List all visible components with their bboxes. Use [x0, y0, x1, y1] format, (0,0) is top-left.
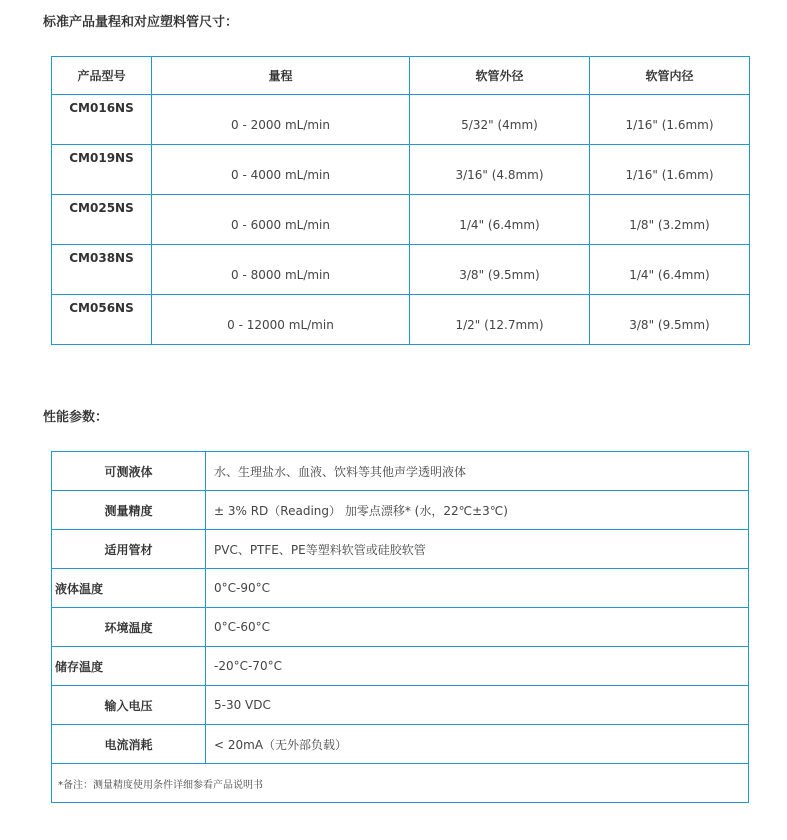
spec-value: 0°C-60°C: [206, 608, 749, 647]
spec-value: 5-30 VDC: [206, 686, 749, 725]
cell-range: 0 - 4000 mL/min: [152, 145, 410, 195]
spec-value: 水、生理盐水、血液、饮料等其他声学透明液体: [206, 452, 749, 491]
spec-label: 可测液体: [52, 452, 206, 491]
spec-row: [52, 686, 749, 725]
cell-outer-diameter: 3/8" (9.5mm): [410, 245, 590, 295]
cell-inner-diameter: 1/16" (1.6mm): [590, 95, 750, 145]
spec-label: 液体温度: [52, 569, 206, 608]
cell-inner-diameter: 1/16" (1.6mm): [590, 145, 750, 195]
spec-value: ± 3% RD（Reading） 加零点漂移* (水，22℃±3℃): [206, 491, 749, 530]
header-model: 产品型号: [52, 57, 152, 95]
performance-spec-table: [51, 451, 749, 803]
spec-label: 输入电压: [52, 686, 206, 725]
section-title-performance: 性能参数：: [43, 410, 109, 425]
cell-range: 0 - 12000 mL/min: [152, 295, 410, 345]
cell-outer-diameter: 3/16" (4.8mm): [410, 145, 590, 195]
table-row: [52, 195, 750, 245]
table-header-row: [52, 57, 750, 95]
cell-model: CM025NS: [52, 195, 152, 245]
spec-label: 储存温度: [52, 647, 206, 686]
cell-model: CM019NS: [52, 145, 152, 195]
note-row: [52, 764, 749, 803]
cell-range: 0 - 8000 mL/min: [152, 245, 410, 295]
cell-outer-diameter: 1/4" (6.4mm): [410, 195, 590, 245]
spec-value: 0°C-90°C: [206, 569, 749, 608]
cell-inner-diameter: 1/8" (3.2mm): [590, 195, 750, 245]
cell-range: 0 - 2000 mL/min: [152, 95, 410, 145]
spec-value: < 20mA（无外部负载）: [206, 725, 749, 764]
header-outer-diameter: 软管外径: [410, 57, 590, 95]
spec-row: [52, 530, 749, 569]
spec-row: [52, 491, 749, 530]
header-inner-diameter: 软管内径: [590, 57, 750, 95]
cell-model: CM056NS: [52, 295, 152, 345]
cell-model: CM016NS: [52, 95, 152, 145]
table-row: [52, 245, 750, 295]
cell-model: CM038NS: [52, 245, 152, 295]
spec-row: [52, 569, 749, 608]
section-title-product-sizes: 标准产品量程和对应塑料管尺寸：: [43, 15, 239, 30]
spec-row: [52, 452, 749, 491]
spec-row: [52, 608, 749, 647]
product-size-table: [51, 56, 750, 345]
spec-label: 电流消耗: [52, 725, 206, 764]
cell-inner-diameter: 1/4" (6.4mm): [590, 245, 750, 295]
spec-value: -20°C-70°C: [206, 647, 749, 686]
table-row: [52, 295, 750, 345]
spec-value: PVC、PTFE、PE等塑料软管或硅胶软管: [206, 530, 749, 569]
cell-inner-diameter: 3/8" (9.5mm): [590, 295, 750, 345]
spec-label: 测量精度: [52, 491, 206, 530]
spec-label: 环境温度: [52, 608, 206, 647]
cell-outer-diameter: 5/32" (4mm): [410, 95, 590, 145]
spec-row: [52, 725, 749, 764]
cell-range: 0 - 6000 mL/min: [152, 195, 410, 245]
cell-outer-diameter: 1/2" (12.7mm): [410, 295, 590, 345]
table-row: [52, 145, 750, 195]
footnote: *备注：测量精度使用条件详细参看产品说明书: [52, 764, 749, 803]
header-range: 量程: [152, 57, 410, 95]
spec-row: [52, 647, 749, 686]
table-row: [52, 95, 750, 145]
spec-label: 适用管材: [52, 530, 206, 569]
